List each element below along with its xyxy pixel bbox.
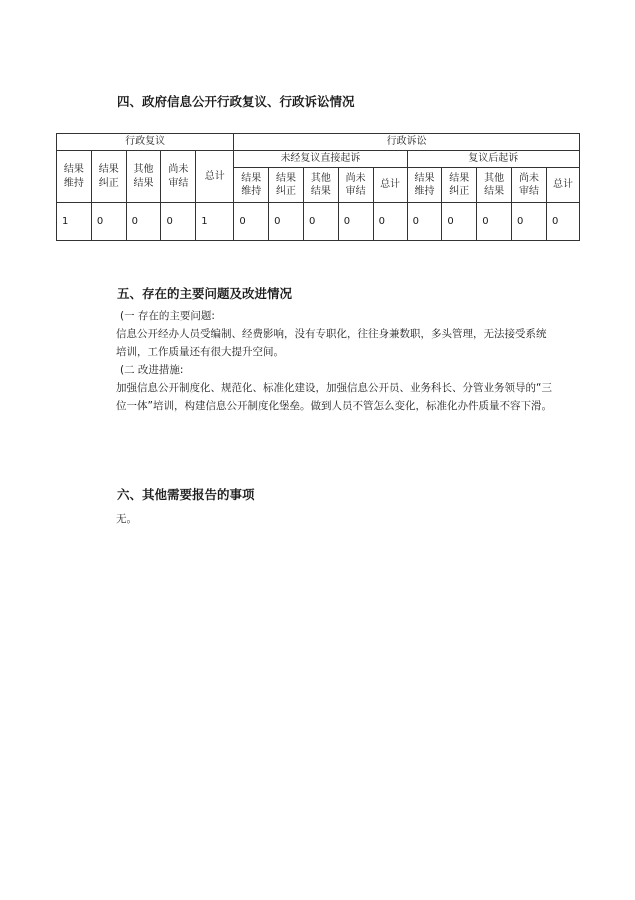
- header-direct-litigation: 未经复议直接起诉: [234, 151, 407, 168]
- section-6-title: 六、其他需要报告的事项: [117, 487, 255, 502]
- col-direct-upheld: 结果 维持: [234, 168, 269, 203]
- col-after-corrected: 结果 纠正: [442, 168, 477, 203]
- col-direct-total: 总计: [373, 168, 407, 203]
- header-litigation: 行政诉讼: [234, 134, 580, 151]
- problems-paragraph: 信息公开经办人员受编制、经费影响，没有专职化，往往身兼数职，多头管理，无法接受系统培训，工作质量还有很大提升空间。: [116, 328, 547, 358]
- measures-paragraph: 加强信息公开制度化、规范化、标准化建设，加强信息公开员、业务科长、分管业务领导的“三位一体”培训，构建信息公开制度化堡垒。做到人员不管怎么变化，标准化办件质量不容下滑。: [116, 382, 552, 412]
- col-review-pending: 尚未 审结: [161, 151, 196, 203]
- cell-review-pending: 0: [161, 203, 196, 241]
- section-5-body: [90, 307, 555, 415]
- col-direct-pending: 尚未 审结: [338, 168, 373, 203]
- cell-direct-total: 0: [373, 203, 407, 241]
- table-row: [57, 203, 580, 241]
- problems-heading: (一 存在的主要问题:: [120, 310, 215, 322]
- col-review-total: 总计: [196, 151, 234, 203]
- cell-review-other: 0: [126, 203, 161, 241]
- cell-direct-pending: 0: [338, 203, 373, 241]
- measures-heading: (二 改进措施:: [120, 364, 184, 376]
- cell-direct-corrected: 0: [269, 203, 304, 241]
- col-after-pending: 尚未 审结: [512, 168, 547, 203]
- col-review-other: 其他 结果: [126, 151, 161, 203]
- col-after-total: 总计: [546, 168, 579, 203]
- review-litigation-table: [56, 133, 580, 241]
- cell-review-corrected: 0: [91, 203, 126, 241]
- header-after-review-litigation: 复议后起诉: [407, 151, 579, 168]
- cell-after-pending: 0: [512, 203, 547, 241]
- col-after-other: 其他 结果: [477, 168, 512, 203]
- col-direct-corrected: 结果 纠正: [269, 168, 304, 203]
- cell-review-total: 1: [196, 203, 234, 241]
- cell-after-total: 0: [546, 203, 579, 241]
- cell-direct-upheld: 0: [234, 203, 269, 241]
- cell-direct-other: 0: [303, 203, 338, 241]
- col-after-upheld: 结果 维持: [407, 168, 442, 203]
- section-6-paragraph: 无。: [116, 513, 137, 525]
- section-6-body: [90, 510, 555, 528]
- cell-review-upheld: 1: [57, 203, 92, 241]
- col-direct-other: 其他 结果: [303, 168, 338, 203]
- cell-after-other: 0: [477, 203, 512, 241]
- cell-after-upheld: 0: [407, 203, 442, 241]
- cell-after-corrected: 0: [442, 203, 477, 241]
- col-review-corrected: 结果 纠正: [91, 151, 126, 203]
- section-4-title: 四、政府信息公开行政复议、行政诉讼情况: [117, 94, 355, 109]
- col-review-upheld: 结果 维持: [57, 151, 92, 203]
- header-review: 行政复议: [57, 134, 234, 151]
- section-5-title: 五、存在的主要问题及改进情况: [117, 286, 293, 301]
